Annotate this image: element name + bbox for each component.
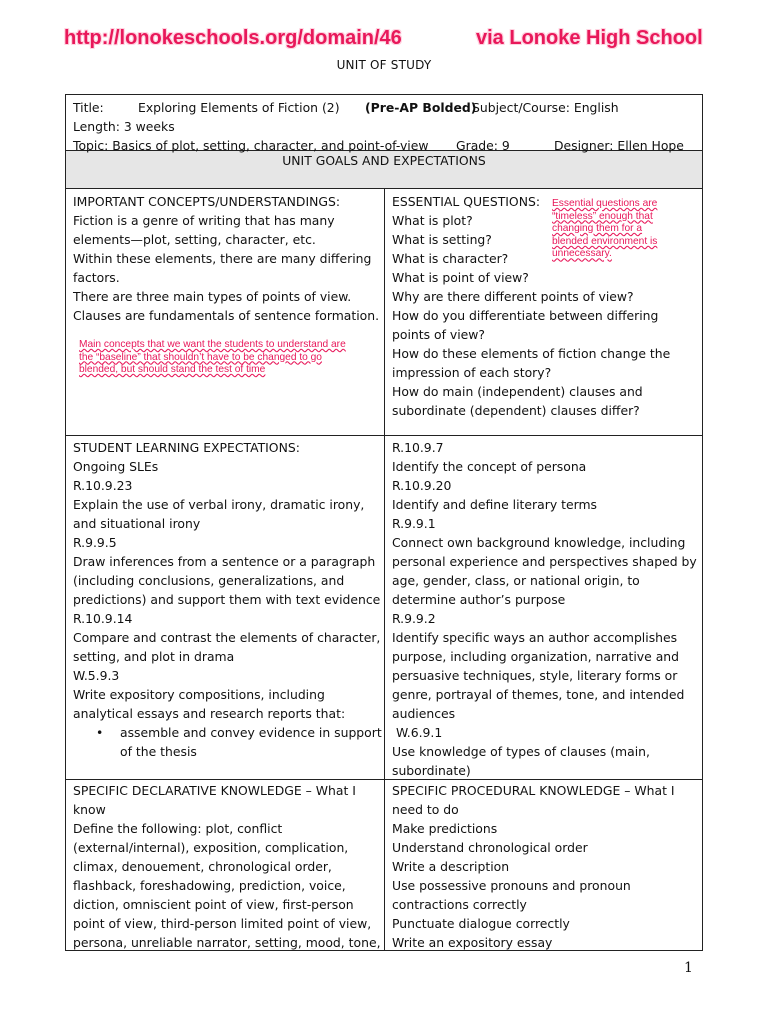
sle-line: subordinate): [392, 763, 471, 778]
sle-line: R.9.9.2: [392, 611, 436, 626]
document-title: UNIT OF STUDY: [336, 58, 432, 72]
question-line: How do you differentiate between differing: [392, 308, 659, 323]
procedural-line: Punctuate dialogue correctly: [392, 916, 570, 931]
declarative-line: (external/internal), exposition, complication,: [73, 840, 349, 855]
concept-line: Clauses are fundamentals of sentence formation.: [73, 308, 380, 323]
sle-line: persuasive techniques, style, literary forms or: [392, 668, 678, 683]
title-label: Title:: [73, 100, 104, 115]
sle-heading: STUDENT LEARNING EXPECTATIONS:: [73, 440, 300, 455]
procedural-line: Write an expository essay: [392, 935, 553, 950]
question-line: What is character?: [392, 251, 509, 266]
essential-questions-heading: ESSENTIAL QUESTIONS:: [392, 194, 540, 209]
annotation-line: Essential questions are: [552, 198, 658, 209]
annotation-line: the “baseline” that shouldn’t have to be changed to go: [79, 351, 322, 363]
procedural-line: contractions correctly: [392, 897, 527, 912]
sle-line: Use knowledge of types of clauses (main,: [392, 744, 650, 759]
sle-line: Identify and define literary terms: [392, 497, 597, 512]
concept-line: factors.: [73, 270, 120, 285]
unit-title: Exploring Elements of Fiction (2): [138, 100, 340, 115]
declarative-line: Define the following: plot, conflict: [73, 821, 283, 836]
sle-line: Explain the use of verbal irony, dramatic irony,: [73, 497, 365, 512]
annotation-concepts: [79, 339, 346, 377]
sle-line: Write expository compositions, including: [73, 687, 325, 702]
sle-line: (including conclusions, generalizations, and: [73, 573, 345, 588]
concept-line: There are three main types of points of view.: [73, 289, 352, 304]
question-line: Why are there different points of view?: [392, 289, 634, 304]
sle-line: R.10.9.23: [73, 478, 133, 493]
bullet-icon: •: [96, 725, 104, 740]
procedural-line: Write a description: [392, 859, 510, 874]
declarative-line: climax, denouement, chronological order,: [73, 859, 332, 874]
concepts-cell: [73, 192, 379, 325]
procedural-heading: need to do: [392, 802, 459, 817]
sle-line: Ongoing SLEs: [73, 459, 159, 474]
question-line: What is point of view?: [392, 270, 529, 285]
annotation-line: blended environment is: [552, 235, 658, 247]
declarative-heading: know: [73, 802, 106, 817]
concept-line: Fiction is a genre of writing that has many: [73, 213, 335, 228]
declarative-line: diction, omniscient point of view, first-person: [73, 897, 354, 912]
sle-line: Identify the concept of persona: [392, 459, 587, 474]
sle-line: Draw inferences from a sentence or a paragraph: [73, 554, 376, 569]
goals-heading: UNIT GOALS AND EXPECTATIONS: [282, 153, 486, 168]
procedural-line: Use possessive pronouns and pronoun: [392, 878, 631, 893]
sle-line: W.5.9.3: [73, 668, 120, 683]
sle-bullet-item: [73, 723, 382, 742]
procedural-line: Understand chronological order: [392, 840, 588, 855]
designer-name: Designer: Ellen Hope: [554, 138, 684, 153]
sle-line: Compare and contrast the elements of character,: [73, 630, 381, 645]
sle-line: age, gender, class, or national origin, to: [392, 573, 640, 588]
declarative-line: point of view, third-person limited point of view,: [73, 916, 372, 931]
pre-ap-note: (Pre-AP Bolded): [365, 100, 477, 115]
annotation-line: Main concepts that we want the students to understand are: [79, 339, 346, 350]
sle-line: and situational irony: [73, 516, 201, 531]
question-line: How do these elements of fiction change the: [392, 346, 671, 361]
concepts-heading: IMPORTANT CONCEPTS/UNDERSTANDINGS:: [73, 194, 341, 209]
unit-topic: Topic: Basics of plot, setting, character, and point-of-view: [73, 138, 429, 153]
question-line: subordinate (dependent) clauses differ?: [392, 403, 640, 418]
annotation-line: changing them for a: [552, 223, 643, 235]
question-line: What is plot?: [392, 213, 473, 228]
bullet-text: of the thesis: [120, 744, 197, 759]
sle-line: audiences: [392, 706, 456, 721]
question-line: points of view?: [392, 327, 485, 342]
sle-line: genre, portrayal of themes, tone, and intended: [392, 687, 685, 702]
sle-line: R.10.9.20: [392, 478, 452, 493]
procedural-line: Make predictions: [392, 821, 498, 836]
procedural-knowledge-cell: [392, 781, 698, 952]
title-block: [73, 98, 698, 155]
sle-line: Identify specific ways an author accomplishes: [392, 630, 678, 645]
declarative-knowledge-cell: [73, 781, 379, 952]
declarative-line: persona, unreliable narrator, setting, mood, tone,: [73, 935, 381, 950]
procedural-heading: SPECIFIC PROCEDURAL KNOWLEDGE – What I: [392, 783, 675, 798]
column-divider: [384, 188, 385, 950]
subject-course: Subject/Course: English: [472, 100, 619, 115]
question-line: How do main (independent) clauses and: [392, 384, 643, 399]
question-line: What is setting?: [392, 232, 492, 247]
source-attribution: via Lonoke High School: [476, 27, 703, 49]
sle-left-cell: [73, 438, 382, 761]
sle-line: R.10.9.14: [73, 611, 133, 626]
sle-line: determine author’s purpose: [392, 592, 566, 607]
sle-line: Connect own background knowledge, including: [392, 535, 686, 550]
source-url-link[interactable]: http://lonokeschools.org/domain/46: [64, 27, 402, 49]
page-number: 1: [684, 960, 693, 976]
annotation-line: “timeless” enough that: [552, 210, 653, 222]
bullet-text: assemble and convey evidence in support: [120, 725, 382, 740]
question-line: impression of each story?: [392, 365, 552, 380]
sle-line: W.6.9.1: [392, 725, 443, 740]
unit-length: Length: 3 weeks: [73, 119, 175, 134]
sle-line: R.9.9.1: [392, 516, 436, 531]
sle-line: predictions) and support them with text evidence: [73, 592, 381, 607]
sle-bullet-continuation: [73, 742, 379, 761]
sle-line: R.10.9.7: [392, 440, 444, 455]
sle-line: R.9.9.5: [73, 535, 117, 550]
concept-line: Within these elements, there are many differing: [73, 251, 372, 266]
annotation-line: unnecessary.: [552, 248, 612, 260]
sle-line: purpose, including organization, narrative and: [392, 649, 680, 664]
sle-line: analytical essays and research reports that:: [73, 706, 346, 721]
sle-line: personal experience and perspectives shaped by: [392, 554, 697, 569]
concept-line: elements—plot, setting, character, etc.: [73, 232, 316, 247]
declarative-heading: SPECIFIC DECLARATIVE KNOWLEDGE – What I: [73, 783, 356, 798]
sle-right-cell: [392, 438, 698, 780]
declarative-line: flashback, foreshadowing, prediction, voice,: [73, 878, 346, 893]
grade-level: Grade: 9: [456, 138, 510, 153]
annotation-essential-questions: [552, 198, 657, 261]
annotation-line: blended, but should stand the test of time: [79, 364, 266, 376]
sle-line: setting, and plot in drama: [73, 649, 235, 664]
